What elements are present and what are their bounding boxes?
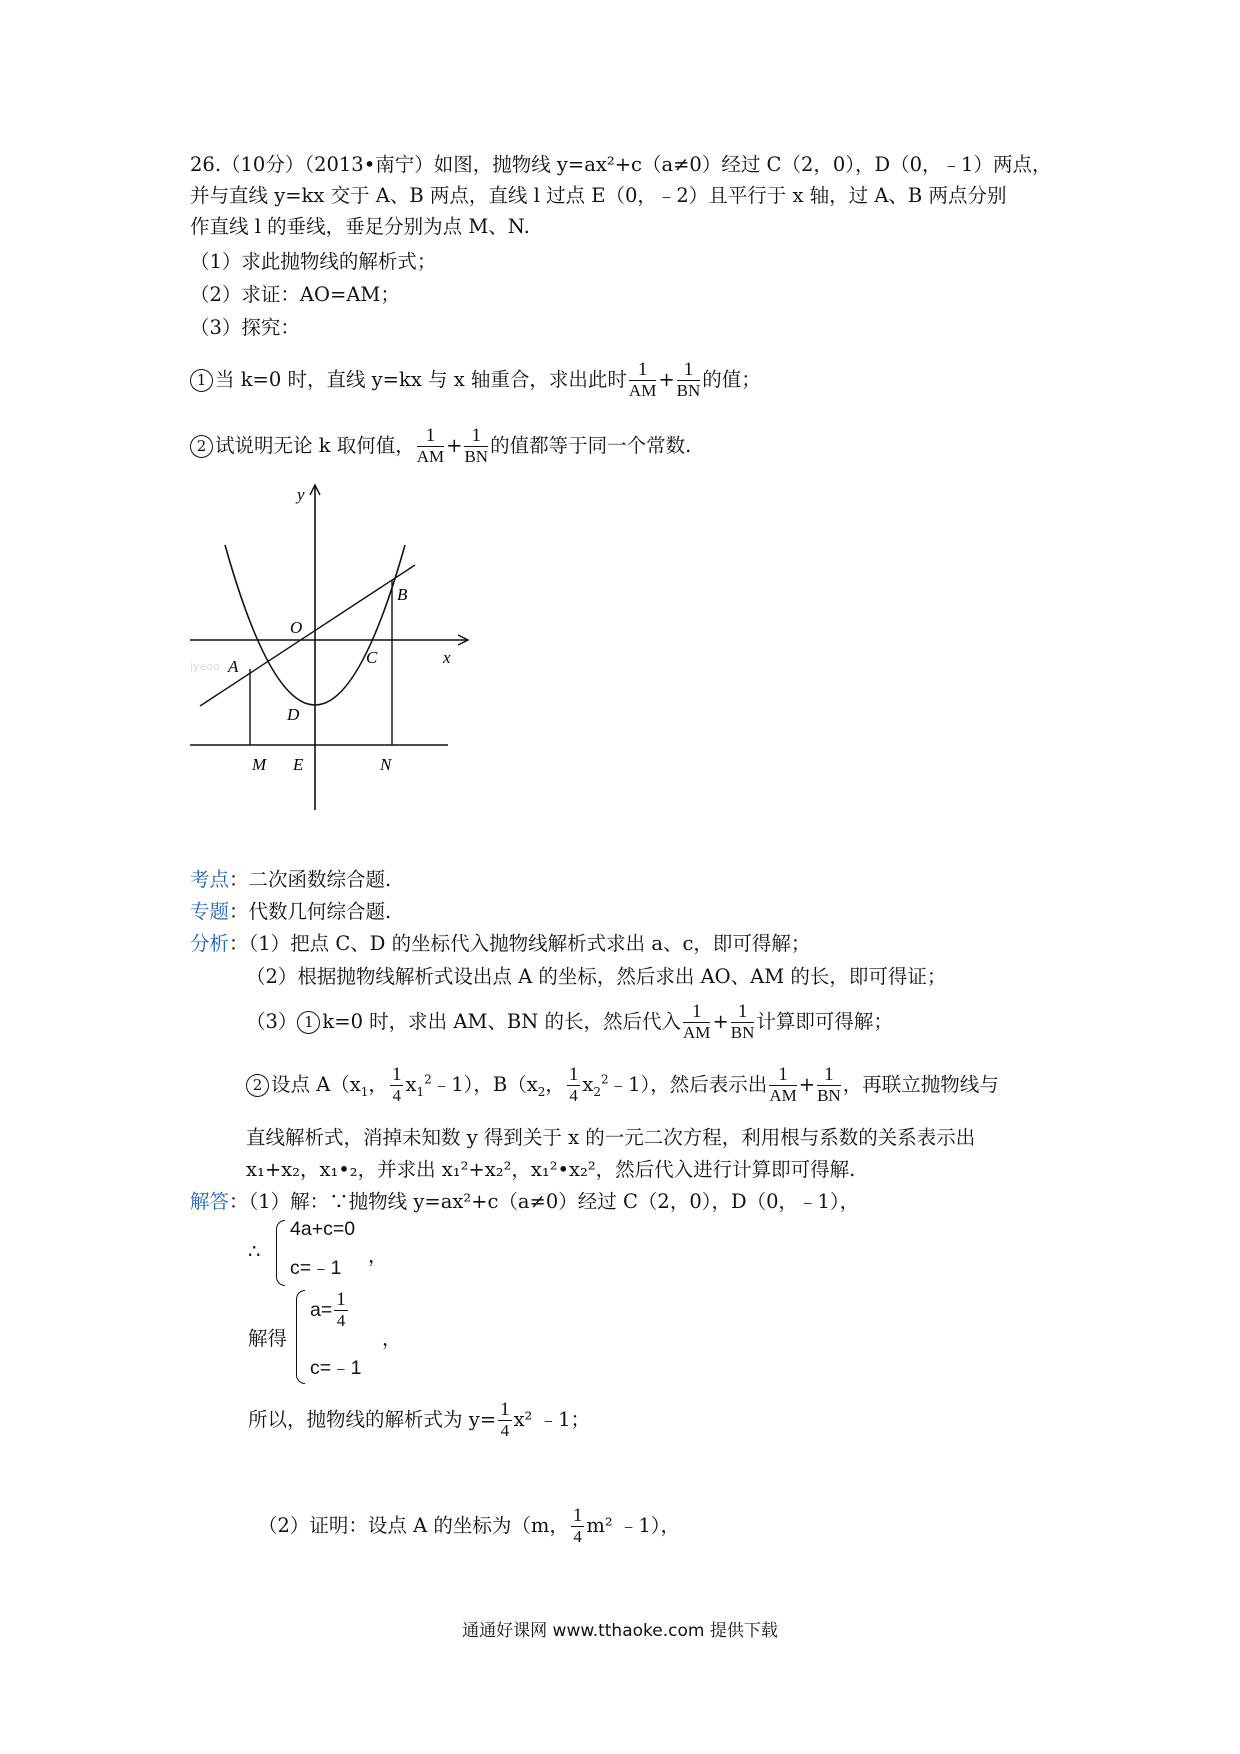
- problem-line-3: 作直线 l 的垂线，垂足分别为点 M、N.: [190, 215, 530, 238]
- equation-4a-c: 4a+c=0: [290, 1218, 356, 1240]
- solution-line-1: 解答：（1）解：∵抛物线 y=ax²+c（a≠0）经过 C（2，0），D（0，﹣1），: [190, 1190, 860, 1213]
- circled-number-1: 1: [190, 369, 213, 392]
- fraction-1-over-bn: $\frac{1}{BN}$: [817, 1064, 841, 1105]
- fraction-1-over-bn: $\frac{1}{BN}$: [464, 425, 489, 466]
- parabola-figure: [180, 480, 480, 830]
- fraction-1-over-am: $\frac{1}{AM}$: [416, 425, 445, 466]
- footer-text: 通通好课网 www.tthaoke.com 提供下载: [462, 1621, 778, 1641]
- label-b: B: [397, 585, 408, 604]
- fenxi-line-1: 分析：（1）把点 C、D 的坐标代入抛物线解析式求出 a、c，即可得解；: [190, 932, 811, 955]
- kaodian-label: 考点: [190, 868, 230, 891]
- zhuanti-label: 专题: [190, 900, 230, 923]
- fenxi-line-3: （3） 1 k=0 时，求出 AM、BN 的长，然后代入 $\frac{1}{AM}$ + $\frac{1}{BN}$ 计算即可得解；: [246, 1001, 893, 1042]
- fraction-1-over-bn: $\frac{1}{BN}$: [676, 359, 701, 400]
- proof-line: （2）证明：设点 A 的坐标为（m， $\frac{1}{4}$ m² ﹣1），: [258, 1505, 681, 1546]
- label-o: O: [290, 618, 303, 637]
- label-a: A: [228, 657, 239, 676]
- question-3: （3）探究：: [190, 316, 300, 339]
- problem-line-1: 26.（10分）（2013•南宁）如图，抛物线 y=ax²+c（a≠0）经过 C（2，0），D（0，﹣1）两点，: [190, 153, 1052, 176]
- circled-number-2: 2: [190, 435, 213, 458]
- fraction-1-over-am: $\frac{1}{AM}$: [683, 1001, 711, 1042]
- brace-2: [296, 1290, 305, 1384]
- question-1: （1）求此抛物线的解析式；: [190, 250, 437, 273]
- kaodian-line: 考点：二次函数综合题.: [190, 868, 392, 891]
- q3-1-text: 当 k=0 时，直线 y=kx 与 x 轴重合，求出此时: [215, 368, 627, 391]
- fraction-1-over-4: $\frac{1}{4}$: [336, 1289, 346, 1330]
- question-3-2: [190, 426, 691, 467]
- q3-2-text: 试说明无论 k 取何值，: [215, 434, 415, 457]
- therefore-symbol: ∴: [248, 1240, 261, 1263]
- fraction-1-over-bn: $\frac{1}{BN}$: [730, 1001, 755, 1042]
- fraction-1-over-4: $\frac{1}{4}$: [500, 1399, 510, 1440]
- label-d: D: [287, 705, 300, 724]
- fraction-1-over-am: $\frac{1}{AM}$: [769, 1064, 797, 1105]
- fraction-1-over-4: $\frac{1}{4}$: [568, 1064, 579, 1105]
- plus-sign: +: [658, 368, 675, 391]
- a-value: a= $\frac{1}{4}$: [310, 1289, 346, 1330]
- fenxi-line-5: 直线解析式，消掉未知数 y 得到关于 x 的一元二次方程，利用根与系数的关系表示出: [246, 1126, 976, 1149]
- problem-line-2: 并与直线 y=kx 交于 A、B 两点，直线 l 过点 E（0，﹣2）且平行于 x 轴，过 A、B 两点分别: [190, 184, 1007, 207]
- fraction-1-over-4: $\frac{1}{4}$: [572, 1505, 583, 1546]
- fenxi-line-2: （2）根据抛物线解析式设出点 A 的坐标，然后求出 AO、AM 的长，即可得证；: [246, 965, 947, 988]
- zhuanti-line: 专题：代数几何综合题.: [190, 900, 392, 923]
- solution-label: 解答: [190, 1190, 230, 1213]
- label-c: C: [366, 648, 378, 667]
- comma: ，: [368, 1244, 388, 1267]
- circled-number-2: 2: [246, 1074, 269, 1097]
- fenxi-label: 分析: [190, 932, 230, 955]
- watermark: jyeoo: [190, 660, 220, 673]
- q3-1-suffix: 的值；: [702, 368, 761, 391]
- fraction-1-over-4: $\frac{1}{4}$: [391, 1064, 402, 1105]
- solution-conclusion: 所以，抛物线的解析式为 y= $\frac{1}{4}$ x² ﹣1；: [248, 1399, 590, 1440]
- question-3-1: [190, 360, 761, 401]
- jiede-label: 解得: [248, 1327, 288, 1350]
- comma: ，: [382, 1327, 402, 1350]
- label-n: N: [380, 755, 392, 774]
- fenxi-line-4: 2 设点 $A(x_1$， $\frac{1}{4}$ $x_1^2﹣1$），$B(x_2$， $\frac{1}{4}$ $x_2^2﹣1$），然后表示出 $\frac{1}{AM}$ + $\frac{1}{BN}$ ，再联立抛物线与: [246, 1065, 999, 1106]
- fraction-1-over-am: $\frac{1}{AM}$: [628, 359, 657, 400]
- circled-number-1: 1: [297, 1011, 320, 1034]
- label-y: y: [297, 485, 305, 504]
- label-m: M: [252, 755, 267, 774]
- label-x: x: [443, 648, 451, 667]
- q3-2-suffix: 的值都等于同一个常数.: [490, 434, 692, 457]
- line-y-kx: [200, 565, 415, 706]
- brace-1: [276, 1220, 285, 1286]
- fenxi-line-6: x₁+x₂，x₁•₂，并求出 x₁²+x₂²，x₁²•x₂²，然后代入进行计算即可得解.: [246, 1158, 856, 1181]
- question-2: （2）求证：AO=AM；: [190, 283, 400, 306]
- label-e: E: [293, 755, 304, 774]
- equation-c: c=﹣1: [290, 1257, 342, 1279]
- c-value: c=﹣1: [310, 1357, 362, 1379]
- plus-sign: +: [446, 434, 463, 457]
